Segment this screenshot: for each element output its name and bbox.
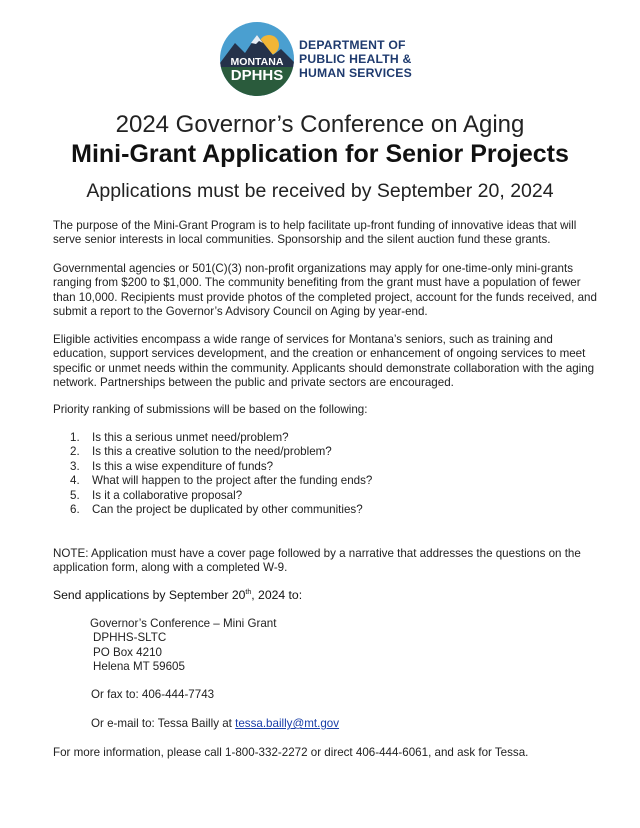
address-line: Helena MT 59605 [93, 660, 185, 674]
activities-paragraph: Eligible activities encompass a wide range of services for Montana’s seniors, such as training and education, support services development, and the creation or enhancement of ongoing services to meet specific or unmet needs within the community. Applicants should demonstrate collaboration with the aging network. Partnerships between the public and private sectors are encouraged. [53, 333, 595, 390]
eligibility-paragraph: Governmental agencies or 501(C)(3) non-profit organizations may apply for one-time-only mini-grants ranging from $200 to $1,000. The community benefiting from the grant must have a population of fewer than 10,000. Recipients must provide photos of the completed project, account for the funds received, and submit a report to the Governor’s Advisory Council on Aging by year-end. [53, 262, 597, 319]
deadline-heading: Applications must be received by September 20, 2024 [86, 180, 554, 202]
email-line: Or e-mail to: Tessa Bailly at tessa.bailly@mt.gov [91, 717, 340, 730]
department-line: DEPARTMENT OF [299, 38, 406, 52]
contact-info: For more information, please call 1-800-332-2272 or direct 406-444-6061, and ask for Tessa. [53, 746, 529, 759]
list-item: 4. What will happen to the project after the funding ends? [70, 474, 373, 488]
document-title: Mini-Grant Application for Senior Projects [71, 140, 569, 168]
email-link[interactable]: tessa.bailly@mt.gov [235, 717, 340, 730]
address-line: PO Box 4210 [93, 645, 162, 659]
list-item: 1. Is this a serious unmet need/problem? [70, 431, 289, 444]
department-name [299, 38, 412, 80]
logo-dphhs-text: DPHHS [230, 67, 284, 84]
list-item: 6. Can the project be duplicated by other communities? [70, 503, 363, 517]
address-line: Governor’s Conference – Mini Grant [90, 617, 277, 630]
note-paragraph: NOTE: Application must have a cover page followed by a narrative that addresses the questions on the application form, along with a completed W-9. [53, 547, 581, 575]
department-line: HUMAN SERVICES [299, 66, 412, 80]
department-line: PUBLIC HEALTH & [299, 52, 412, 66]
address-line: DPHHS-SLTC [93, 631, 167, 645]
montana-dphhs-emblem [219, 21, 295, 97]
dphhs-logo [219, 21, 429, 97]
logo-montana-text: MONTANA [230, 56, 284, 68]
conference-title: 2024 Governor’s Conference on Aging [115, 111, 525, 138]
list-item: 5. Is it a collaborative proposal? [70, 488, 243, 502]
list-item: 3. Is this a wise expenditure of funds? [70, 459, 274, 473]
purpose-paragraph: The purpose of the Mini-Grant Program is to help facilitate up-front funding of innovative ideas that will serve senior interests in local communities. Sponsorship and the silent auction fund these grants. [53, 219, 577, 247]
fax-line: Or fax to: 406-444-7743 [91, 688, 215, 701]
mailing-address [90, 617, 276, 675]
send-heading: Send applications by September 20th, 2024 to: [53, 588, 303, 602]
list-item: 2. Is this a creative solution to the need/problem? [70, 445, 332, 459]
priority-list [70, 431, 372, 517]
priority-intro: Priority ranking of submissions will be based on the following: [53, 403, 368, 416]
